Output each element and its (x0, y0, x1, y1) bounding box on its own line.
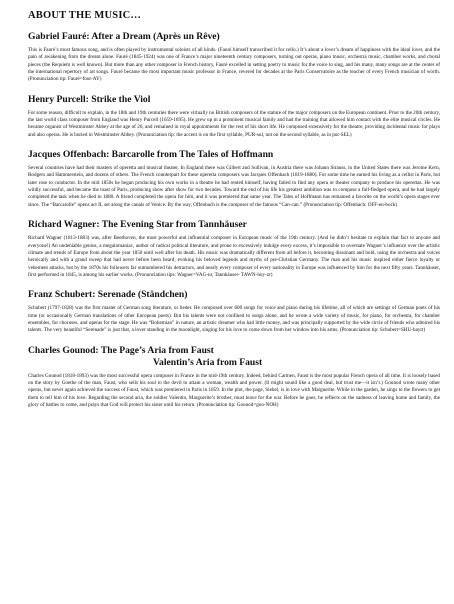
section-title: Henry Purcell: Strike the Viol (28, 93, 151, 105)
section-title-main: Charles Gounod: The Page’s Aria from Faust (28, 344, 214, 356)
section-faure (28, 31, 440, 84)
section-body: This is Fauré’s most famous song, and is often played by instrumental soloists of all kinds. (Fauré himself transcribed it for cello.) It’s about a lover’s dream of happiness with the ideal lover, and the pain of awakening from the dream alone. Fauré (1845-1924) was one of France’s major nineteenth century composers, turning out operas, piano music, orchestra music, chamber works, and choral pieces (the Requiem is well known). But more than any other composer in French history, Fauré excelled in setting poetry to music for the voice to sing, and his many, many songs are at the center of the international repertory of art songs. Fauré became the most important music professor in France, revered for decades at the Paris Conservatoire as the teacher of every French musician of worth. (Pronunciation tip: Fauré=four-AY) (28, 47, 440, 83)
section-title: Franz Schubert: Serenade (Ständchen) (28, 289, 188, 301)
section-gounod (28, 345, 440, 410)
section-offenbach (28, 149, 440, 209)
section-body: Richard Wagner (1813-1883) was, after Beethoven, the most powerful and influential composer in European music of the 19th century. (And he didn’t hesitate to explain that fact to anyone and everyone!) An undeniable genius, a megalomaniac, author of radical political literature, and prone to excessively indulge every excess, it’s impossible to overstate Wagner’s influence over the artistic climate and trends of Europe from about the year 1850 until well after his death. His music was dramatically different from all before it, becoming dissonant and bold, using the orchestra and voices heroically and with a grand sweep that had never before been heard, evoking his beloved legends and myths of pre-Christian Germany. The man and his music inspired either fierce loyalty or vehement attacks, but by the 1870s his followers far outnumbered his detractors, and nearly every composer of every nationality in Europe was influenced by him for the next fifty years. Tannhäuser, first performed in 1845, is among his earlier works. (Pronunciation tips: Wagner=VAG-nr, Tannhäuser- TAWN-hoy-zr) (28, 235, 440, 278)
section-purcell (28, 94, 440, 139)
section-body: Schubert (1797-1828) was the first master of German song literature, or lieder. He composed over 600 songs for voice and piano during his lifetime, all of which are settings of German poets of his time (or occasionally German translations of other European poets). But his talents were not confined to songs alone, and he wrote a wide variety of music, for piano, for orchestra, for chamber ensembles, for choruses, and operas for the stage. He was “Bohemian” in nature, an artistic dreamer who had little money, and was principally supported by the wide circle of friends who admired his talents. The very beautiful “Serenade” is just that, a lover standing in the moonlight, singing for his love to come down from her window into his arms. (Pronunciation tip: Schubert=SHU-bayrt) (28, 305, 440, 334)
section-title: Jacques Offenbach: Barcarolle from The Tales of Hoffmann (28, 149, 274, 161)
section-title: Gabriel Fauré: After a Dream (Après un Rêve) (28, 31, 220, 42)
section-schubert (28, 289, 440, 334)
section-title (28, 345, 440, 369)
section-body: Charles Gounod (1818-1893) was the most successful opera composer in France in the mid-19th century. Indeed, behind Carmen, Faust is the most popular French opera of all time. It is loosely based on the story by Goethe of the man, Faust, who sells his soul to the devil to attain a woman, wealth and power. (It might sound like a good deal, but trust me—it isn’t.) Gounod wrote many other operas, but never again achieved the success of Faust, which was premiered in Paris in 1859. In the plot, the page, Siebel, is in love with Marguerite. While in the garden, he sings to the flowers to get them to tell him of his love. Regarding the second aria, the soldier Valentin, Marguerite’s brother, must leave for the war. Before he goes, he reflects on the sadness of leaving home and family, the glory of battles to come, and prays that God will protect his sister until his return. (Pronunciation tip: Gounod=goo-NOH) (28, 372, 440, 408)
section-wagner (28, 219, 440, 279)
section-body: Several countries have had their masters of operetta and musical theater. In England there was Gilbert and Sullivan, in Austria there was Johann Strauss, in the United States there was Jerome Kern, Rodgers and Hammerstein, and dozens of others. The French counterpart for these operetta composers was Jacques Offenbach (1819-1880). For some time he earned his living as a cellist in Paris, but later rose to conductor. In the mid 1850s he began producing his own works in a theatre he had rented himself, having failed to find any opera or theater company to produce his operettas. He was wildly successful, and became the toast of Paris, producing show after show for two decades. Toward the end of his life his greatest ambition was to compose a full-fledged opera, and he had largely completed the task when he died in 1880. A friend completed the opera for him, and it was premiered that same year. The Tales of Hoffmann has remained a favorite on the world’s opera stages ever since. The “Barcarolle” opens act II, set along the canals of Venice. By the way, Offenbach is the composer of the famous “Can-can.” (Pronunciation tip: Offenbach: OFF-en-bock) (28, 165, 440, 208)
section-body: For some reason, difficult to explain, in the 18th and 19th centuries there were virtually no British composers of the stature of the major composers on the European continent. Prior to the 20th century, the last world class composer from England was Henry Purcell (1659-1695). He grew up in a prominent musical family and had the training that allowed him contact with the elite musical circles. He became organist of Westminster Abbey at the age of 20, and remained in royal appointments for the rest of his short life. He composed extensively for the theatre, providing incidental music for plays and also operas. He is buried in Westminster Abbey. (Pronunciation tip: the accent is on the first syllable, PUR-sul, not on the second syllable, as in pur-SEL) (28, 109, 440, 138)
section-title: Richard Wagner: The Evening Star from Tannhäuser (28, 219, 247, 231)
page-title: ABOUT THE MUSIC… (28, 10, 142, 21)
section-subtitle: Valentin’s Aria from Faust (153, 356, 263, 368)
